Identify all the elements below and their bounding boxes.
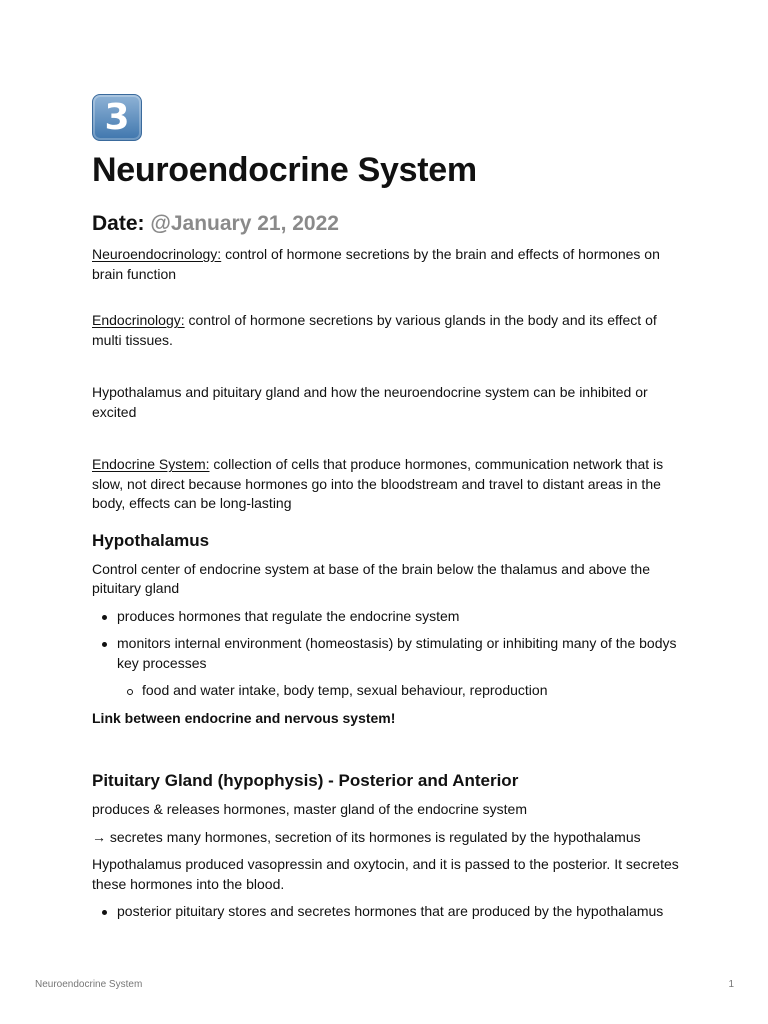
- list-item: food and water intake, body temp, sexual behaviour, reproduction: [92, 681, 682, 701]
- date-mention[interactable]: @January 21, 2022: [150, 212, 339, 235]
- keycap-digit: 3: [104, 97, 130, 138]
- definition-endocrinology: [92, 311, 682, 350]
- term-endocrinology: Endocrinology:: [92, 312, 185, 328]
- list-item: monitors internal environment (homeostasis) by stimulating or inhibiting many of the bodys key processes: [92, 634, 682, 673]
- pituitary-line-1: produces & releases hormones, master gland of the endocrine system: [92, 801, 528, 817]
- date-property: [92, 211, 682, 237]
- footer-page-number: 1: [728, 979, 734, 990]
- keycap-three-icon: [92, 94, 142, 141]
- definition-neuroendocrinology: [92, 245, 682, 284]
- hypothalamus-description: Control center of endocrine system at base of the brain below the thalamus and above the pituitary gland: [92, 560, 651, 596]
- heading-pituitary: Pituitary Gland (hypophysis) - Posterior and Anterior: [92, 771, 519, 790]
- date-label: Date:: [92, 212, 145, 235]
- list-item: posterior pituitary stores and secretes hormones that are produced by the hypothalamus: [92, 902, 682, 922]
- hypothalamus-list: [92, 607, 682, 674]
- pituitary-line-2: → secretes many hormones, secretion of its hormones is regulated by the hypothalamus: [92, 828, 641, 845]
- list-item: produces hormones that regulate the endocrine system: [92, 607, 682, 627]
- footer-doc-title: Neuroendocrine System: [35, 979, 143, 990]
- heading-hypothalamus: Hypothalamus: [92, 530, 210, 550]
- definition-text: control of hormone secretions by various glands in the body and its effect of multi tissues.: [92, 312, 657, 348]
- page-title: Neuroendocrine System: [92, 151, 477, 189]
- term-neuroendocrinology: Neuroendocrinology:: [92, 246, 222, 262]
- hypothalamus-sub-list: [92, 681, 682, 701]
- document-page: [92, 94, 682, 930]
- definition-endocrine-system: [92, 455, 682, 514]
- paragraph-hypothalamus-pituitary: Hypothalamus and pituitary gland and how the neuroendocrine system can be inhibited or excited: [92, 384, 648, 420]
- pituitary-line-3: Hypothalamus produced vasopressin and oxytocin, and it is passed to the posterior. It secretes these hormones into the blood.: [92, 856, 679, 892]
- link-note: Link between endocrine and nervous system!: [92, 709, 396, 726]
- term-endocrine-system: Endocrine System:: [92, 456, 210, 472]
- definition-text: control of hormone secretions by the brain and effects of hormones on brain function: [92, 246, 660, 282]
- pituitary-list: [92, 902, 682, 922]
- definition-text: collection of cells that produce hormones, communication network that is slow, not direct because hormones go into the bloodstream and travel to distant areas in the body, effects can be long-lasting: [92, 456, 664, 511]
